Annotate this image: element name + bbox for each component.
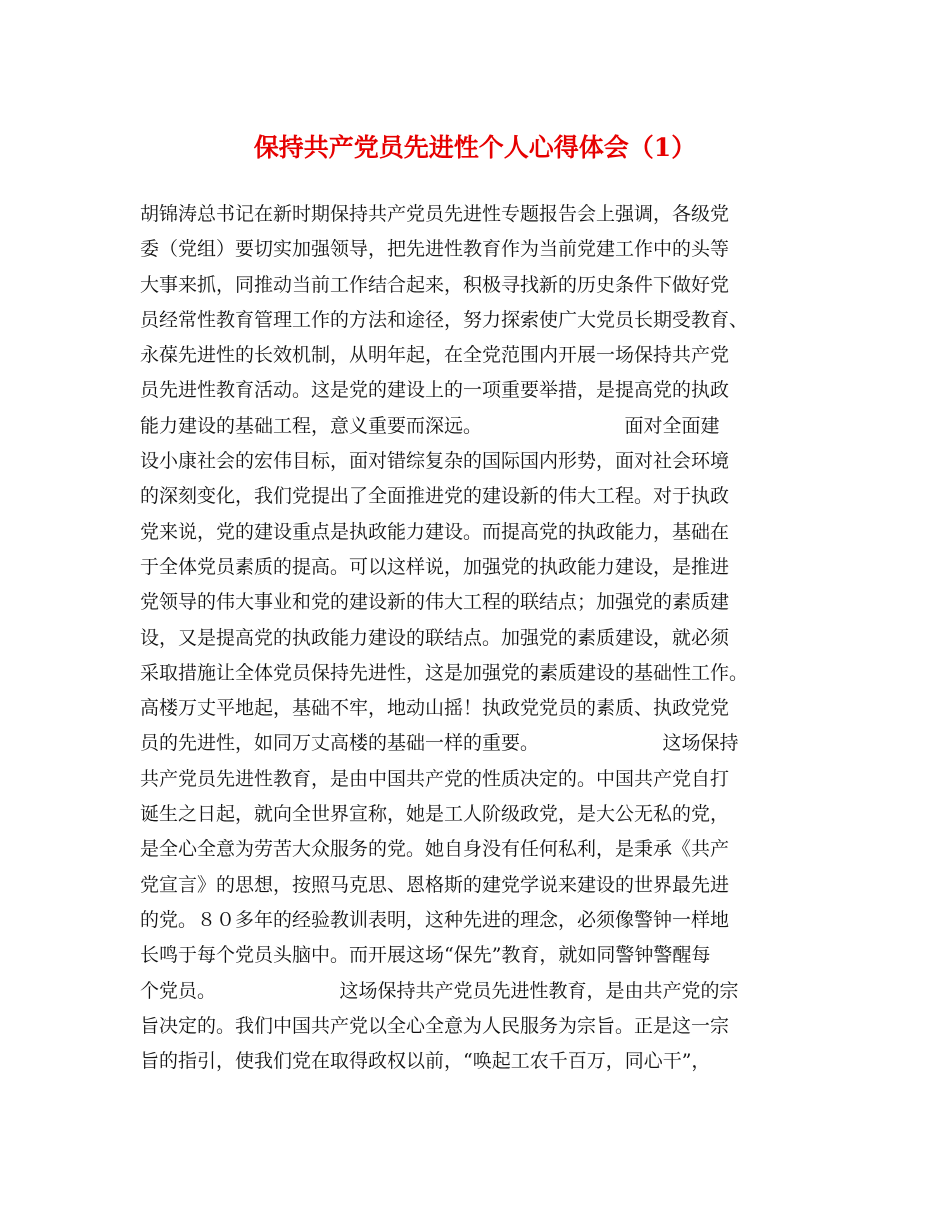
document-body bbox=[140, 197, 830, 1079]
body-line: 员经常性教育管理工作的方法和途径，努力探索使广大党员长期受教育、 bbox=[140, 308, 749, 331]
body-line: 胡锦涛总书记在新时期保持共产党员先进性专题报告会上强调，各级党 bbox=[140, 203, 730, 225]
body-line: 是全心全意为劳苦大众服务的党。她自身没有任何私利，是秉承《共产 bbox=[140, 838, 730, 861]
body-line: 的深刻变化，我们党提出了全面推进党的建设新的伟大工程。对于执政 bbox=[140, 485, 730, 508]
body-line: 共产党员先进性教育，是由中国共产党的性质决定的。中国共产党自打 bbox=[140, 767, 730, 790]
body-line: 高楼万丈平地起，基础不牢，地动山摇！执政党党员的素质、执政党党 bbox=[140, 697, 730, 720]
body-line: 委（党组）要切实加强领导，把先进性教育作为当前党建工作中的头等 bbox=[140, 238, 730, 261]
body-line: 党来说，党的建设重点是执政能力建设。而提高党的执政能力，基础在 bbox=[140, 520, 730, 543]
body-line: 于全体党员素质的提高。可以这样说，加强党的执政能力建设，是推进 bbox=[140, 555, 730, 578]
body-line: 永葆先进性的长效机制，从明年起，在全党范围内开展一场保持共产党 bbox=[140, 344, 730, 367]
body-line: 设小康社会的宏伟目标，面对错综复杂的国际国内形势，面对社会环境 bbox=[140, 450, 730, 473]
body-line: 采取措施让全体党员保持先进性，这是加强党的素质建设的基础性工作。 bbox=[140, 661, 749, 684]
body-line: 员的先进性，如同万丈高楼的基础一样的重要。 这场保持 bbox=[140, 732, 739, 755]
body-line: 党领导的伟大事业和党的建设新的伟大工程的联结点；加强党的素质建 bbox=[140, 591, 730, 614]
body-line: 的党。８０多年的经验教训表明，这种先进的理念，必须像警钟一样地 bbox=[140, 908, 730, 931]
body-line: 大事来抓，同推动当前工作结合起来，积极寻找新的历史条件下做好党 bbox=[140, 273, 730, 296]
body-line: 旨决定的。我们中国共产党以全心全意为人民服务为宗旨。正是这一宗 bbox=[140, 1014, 730, 1037]
document-title: 保持共产党员先进性个人心得体会（1） bbox=[253, 133, 697, 162]
body-line: 长鸣于每个党员头脑中。而开展这场“保先”教育，就如同警钟警醒每 bbox=[140, 944, 711, 967]
body-line: 旨的指引，使我们党在取得政权以前，“唤起工农千百万，同心干”， bbox=[140, 1050, 711, 1073]
body-line: 设，又是提高党的执政能力建设的联结点。加强党的素质建设，就必须 bbox=[140, 626, 730, 649]
body-line: 党宣言》的思想，按照马克思、恩格斯的建党学说来建设的世界最先进 bbox=[140, 873, 730, 896]
body-line: 能力建设的基础工程，意义重要而深远。 面对全面建 bbox=[140, 414, 720, 437]
body-line: 诞生之日起，就向全世界宣称，她是工人阶级政党，是大公无私的党， bbox=[140, 803, 730, 826]
body-line: 员先进性教育活动。这是党的建设上的一项重要举措，是提高党的执政 bbox=[140, 379, 730, 402]
body-line: 个党员。 这场保持共产党员先进性教育，是由共产党的宗 bbox=[140, 979, 739, 1002]
